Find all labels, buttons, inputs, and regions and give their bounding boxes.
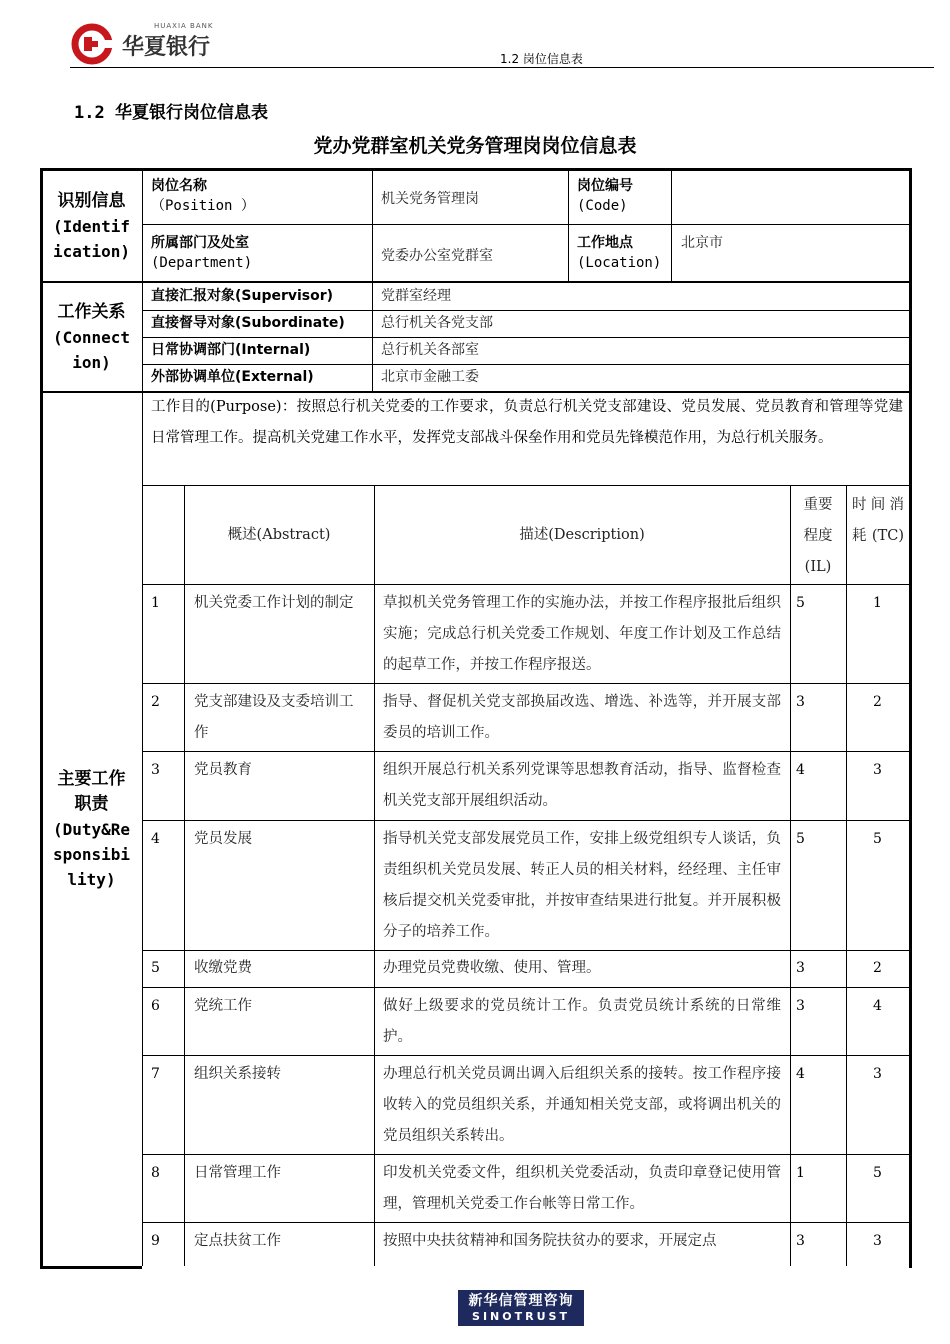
duty-abstract: 收缴党费 [194,960,252,976]
divider [142,1055,909,1056]
header-description: 描述(Description) [519,527,645,543]
department-label [151,233,252,273]
position-value: 机关党务管理岗 [381,191,479,207]
divider [568,171,569,281]
duty-no: 6 [151,998,160,1014]
duty-tc: 2 [873,694,882,710]
duty-description: 指导机关党支部发展党员工作，安排上级党组织专人谈话，负责组织机关党员发展、转正人员的相关材料，经经理、主任审核后提交机关党委审批，并按审查结果进行批复。并开展积极分子的培养工作。 [383,831,781,940]
header-divider [70,67,934,68]
divider [374,485,375,1266]
identification-category [43,171,140,281]
duty-no: 9 [151,1233,160,1249]
duty-abstract: 日常管理工作 [194,1165,281,1181]
connection-category [43,283,140,391]
identification-category-en: (Identification) [52,216,131,261]
divider [142,1154,909,1155]
divider [142,485,909,486]
duty-description: 办理总行机关党员调出调入后组织关系的接转。按工作程序接收转入的党员组织关系，并通知相关党支部，或将调出机关的党员组织关系转出。 [383,1066,781,1144]
duty-abstract: 定点扶贫工作 [194,1233,281,1249]
code-label-en: (Code) [577,198,628,214]
divider [142,820,909,821]
divider [142,337,909,338]
duty-description: 办理党员党费收缴、使用、管理。 [383,960,601,976]
position-label-en: （Position ） [151,198,255,214]
duty-tc: 3 [873,762,882,778]
supervisor-label: 直接汇报对象(Supervisor) [151,288,334,304]
duty-no: 8 [151,1165,160,1181]
department-label-cn: 所属部门及处室 [151,235,249,251]
divider [142,310,909,311]
duties-category-cn: 主要工作职责 [57,769,126,814]
duty-no: 3 [151,762,160,778]
purpose-text: 工作目的(Purpose)：按照总行机关党委的工作要求，负责总行机关党支部建设、党员发展、党员教育和管理等党建日常管理工作。提高机关党建工作水平，发挥党支部战斗保垒作用和党员先锋模范作用，为总行机关服务。 [151,399,903,446]
section-heading: 1.2 华夏银行岗位信息表 [74,103,268,123]
duty-abstract: 组织关系接转 [194,1066,281,1082]
position-label-cn: 岗位名称 [151,178,207,194]
duty-description: 草拟机关党务管理工作的实施办法，并按工作程序报批后组织实施；完成总行机关党委工作规划、年度工作计划及工作总结的起草工作，并按工作程序报送。 [383,595,781,673]
code-label [577,176,633,216]
duty-no: 7 [151,1066,160,1082]
duty-il: 5 [796,595,805,611]
divider [142,751,909,752]
duty-description: 组织开展总行机关系列党课等思想教育活动，指导、监督检查机关党支部开展组织活动。 [383,762,781,809]
duty-description: 做好上级要求的党员统计工作。负责党员统计系统的日常维护。 [383,998,781,1045]
duty-il: 1 [796,1165,805,1181]
duty-il: 4 [796,1066,805,1082]
connection-category-cn: 工作关系 [57,301,126,322]
huaxia-bank-emblem-icon [70,22,120,66]
duty-tc: 3 [873,1066,882,1082]
connection-category-en: (Connection) [52,327,131,372]
supervisor-value: 党群室经理 [381,288,451,304]
footer-logo-en: SINOTRUST [472,1310,570,1323]
subordinate-value: 总行机关各党支部 [381,315,493,331]
duty-description: 指导、督促机关党支部换届改选、增选、补选等，并开展支部委员的培训工作。 [383,694,781,741]
divider [372,171,373,281]
location-value: 北京市 [681,235,723,251]
header-abstract: 概述(Abstract) [227,527,331,543]
duty-no: 4 [151,831,160,847]
duty-abstract: 党支部建设及支委培训工作 [194,694,354,741]
divider [142,584,909,585]
duty-no: 2 [151,694,160,710]
duty-tc: 1 [873,595,882,611]
duty-il: 3 [796,960,805,976]
location-label [577,233,661,273]
divider [671,171,672,281]
duty-description: 印发机关党委文件，组织机关党委活动，负责印章登记使用管理，管理机关党委工作台帐等日常工作。 [383,1165,781,1212]
duty-tc: 2 [873,960,882,976]
divider [142,1222,909,1223]
divider [790,485,791,1266]
duty-tc: 5 [873,1165,882,1181]
duty-il: 3 [796,1233,805,1249]
header-importance-level: 重要程度(IL) [803,497,833,575]
duty-description: 按照中央扶贫精神和国务院扶贫办的要求，开展定点 [383,1233,717,1249]
external-value: 北京市金融工委 [381,369,479,385]
sinotrust-logo [458,1290,584,1326]
duty-no: 1 [151,595,160,611]
identification-row-divider [142,171,909,225]
location-label-en: (Location) [577,255,662,271]
footer-logo-cn: 新华信管理咨询 [468,1293,574,1309]
duties-category-en: (Duty&Responsibility) [52,820,131,889]
department-label-en: (Department) [151,255,253,271]
header-section-title: 1.2 岗位信息表 [500,52,583,66]
divider [142,987,909,988]
department-value: 党委办公室党群室 [381,248,493,264]
duty-il: 5 [796,831,805,847]
duty-abstract: 党员教育 [194,762,252,778]
duty-abstract: 机关党委工作计划的制定 [194,595,354,611]
header-time-consumption: 时间消耗(TC) [852,497,904,544]
divider [142,393,143,1266]
duty-abstract: 党员发展 [194,831,252,847]
subordinate-label: 直接督导对象(Subordinate) [151,315,345,331]
duty-il: 3 [796,998,805,1014]
duty-il: 3 [796,694,805,710]
logo-english-name: HUAXIA BANK [154,22,214,30]
duty-il: 4 [796,762,805,778]
identification-category-cn: 识别信息 [57,190,126,211]
code-label-cn: 岗位编号 [577,178,633,194]
divider [142,683,909,684]
duties-category [43,393,140,1266]
logo-chinese-name: 华夏银行 [122,35,211,60]
divider [142,364,909,365]
duty-abstract: 党统工作 [194,998,252,1014]
internal-value: 总行机关各部室 [381,342,479,358]
table-title: 党办党群室机关党务管理岗岗位信息表 [313,135,637,157]
duty-tc: 4 [873,998,882,1014]
duty-no: 5 [151,960,160,976]
duty-tc: 3 [873,1233,882,1249]
table-bottom-edge [40,1266,142,1269]
location-label-cn: 工作地点 [577,235,633,251]
duty-tc: 5 [873,831,882,847]
external-label: 外部协调单位(External) [151,369,314,385]
divider [184,485,185,1266]
internal-label: 日常协调部门(Internal) [151,342,311,358]
position-label [151,176,255,216]
divider [142,950,909,951]
